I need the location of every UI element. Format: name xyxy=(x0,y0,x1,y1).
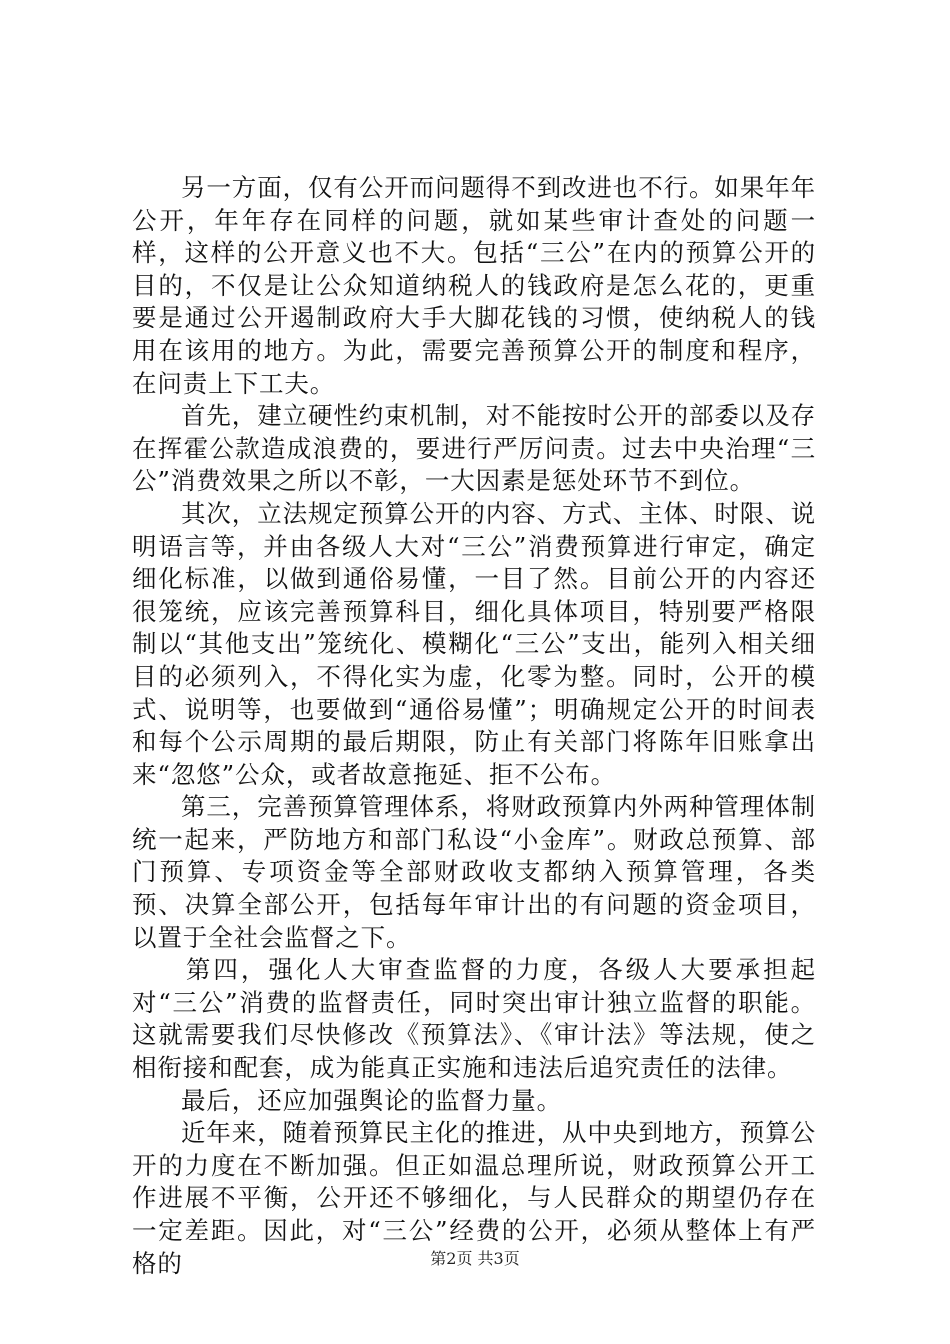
paragraph-7: 近年来，随着预算民主化的推进，从中央到地方，预算公开的力度在不断加强。但正如温总理所说，财政预算公开工作进展不平衡，公开还不够细化，与人民群众的期望仍存在一定差距。因此，对“三公”经费的公开，必须从整体上有严格的 xyxy=(132,1118,816,1278)
paragraph-3: 其次，立法规定预算公开的内容、方式、主体、时限、说明语言等，并由各级人大对“三公”消费预算进行审定，确定细化标准，以做到通俗易懂，一目了然。目前公开的内容还很笼统，应该完善预算科目，细化具体项目，特别要严格限制以“其他支出”笼统化、模糊化“三公”支出，能列入相关细目的必须列入，不得化实为虚，化零为整。同时，公开的模式、说明等，也要做到“通俗易懂”；明确规定公开的时间表和每个公示周期的最后期限，防止有关部门将陈年旧账拿出来“忽悠”公众，或者故意拖延、拒不公布。 xyxy=(132,498,816,789)
paragraph-4: 第三，完善预算管理体系，将财政预算内外两种管理体制统一起来，严防地方和部门私设“小金库”。财政总预算、部门预算、专项资金等全部财政收支都纳入预算管理，各类预、决算全部公开，包括每年审计出的有问题的资金项目，以置于全社会监督之下。 xyxy=(132,792,816,952)
paragraph-5: 第四，强化人大审查监督的力度，各级人大要承担起对“三公”消费的监督责任，同时突出审计独立监督的职能。这就需要我们尽快修改《预算法》、《审计法》等法规，使之相衔接和配套，成为能真正实施和违法后追究责任的法律。 xyxy=(132,955,816,1083)
paragraph-6: 最后，还应加强舆论的监督力量。 xyxy=(181,1085,562,1115)
paragraph-2: 首先，建立硬性约束机制，对不能按时公开的部委以及存在挥霍公款造成浪费的，要进行严厉问责。过去中央治理“三公”消费效果之所以不彰，一大因素是惩处环节不到位。 xyxy=(132,401,816,496)
document-body xyxy=(132,172,816,1280)
page-footer: 第2页 共3页 xyxy=(430,1249,520,1268)
paragraph-1: 另一方面，仅有公开而问题得不到改进也不行。如果年年公开，年年存在同样的问题，就如某些审计查处的问题一样，这样的公开意义也不大。包括“三公”在内的预算公开的目的，不仅是让公众知道纳税人的钱政府是怎么花的，更重要是通过公开遏制政府大手大脚花钱的习惯，使纳税人的钱用在该用的地方。为此，需要完善预算公开的制度和程序，在问责上下工夫。 xyxy=(132,173,816,398)
